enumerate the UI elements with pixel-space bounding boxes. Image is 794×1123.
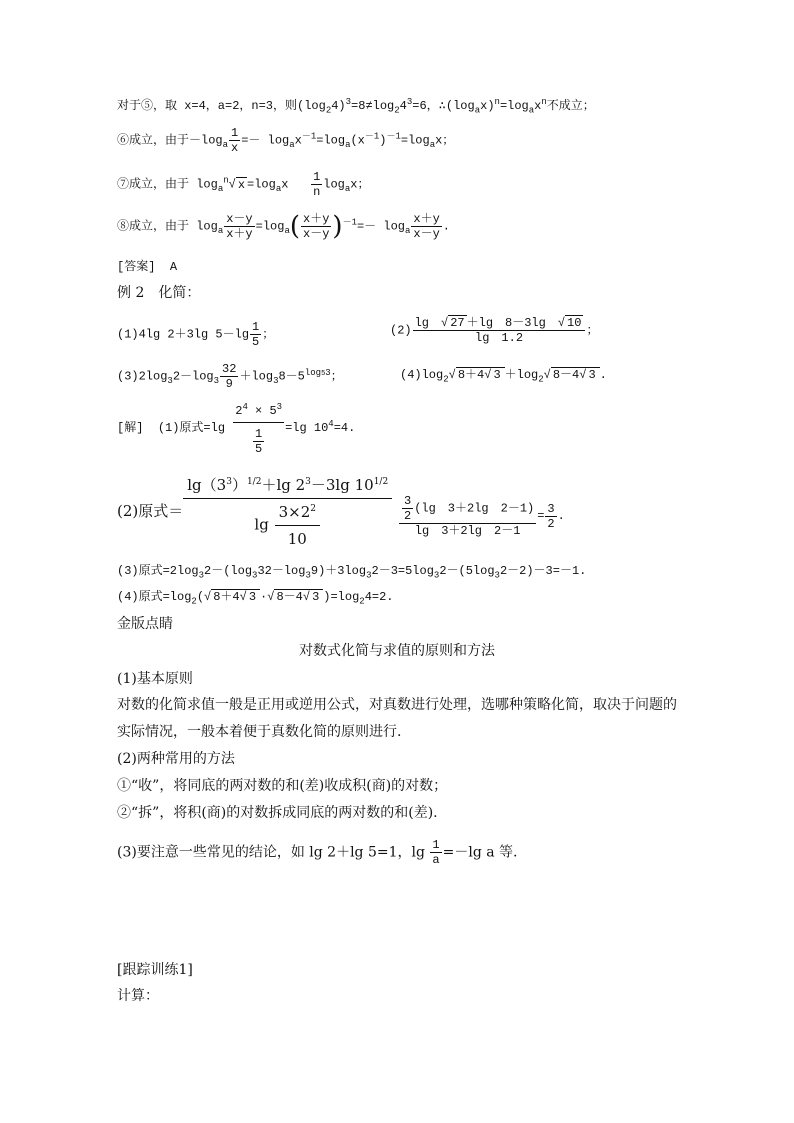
answer-line: [答案] A <box>117 260 178 274</box>
line-item-6: ⑥成立，由于$-\log_a$ $\frac{1}{x}$ =－ $\log_ax^{-1}=\log_a(x^{-1})^{-1}=\log_ax$； <box>117 126 455 155</box>
sqrt-symbol-icon: √ <box>204 590 212 604</box>
example-title: 例 2 化简： <box>117 285 201 301</box>
problem-4: $(4)\log_2√$ 8＋4√ $3 +\log_2√$ 8－4√ 3 . <box>400 368 607 385</box>
sqrt-symbol-icon: √ <box>228 177 236 192</box>
sqrt-symbol-icon: √ <box>302 590 311 604</box>
problem-3: $(3)2\log_32-\log_3$ $\frac{32}{9}$ $+\log_38-5^{log53}$； <box>117 362 343 391</box>
sqrt-symbol-icon: √ <box>557 316 566 330</box>
tips-method-1: ①“收”，将同底的两对数的和(差)收成积(商)的对数； <box>117 778 448 794</box>
sqrt-symbol-icon: √ <box>267 590 275 604</box>
solution-4: (4)原式$=\log_2(√$ 8＋4√ 3 ·√ 8－4√ 3 )$=\log_24=2$. <box>117 590 394 607</box>
tips-title: 金版点睛 <box>117 616 173 632</box>
tips-methods-heading: (2)两种常用的方法 <box>117 751 235 767</box>
solution-1: [解] (1)原式=lg $\frac{2^4 \times 5^3}{\frac{1}{5}}$ =lg $10^4=4$. <box>117 402 356 456</box>
line-item-8: ⑧成立，由于 $\log_a$ $\frac{x-y}{x+y}$ $=\log_a$( $\frac{x+y}{x-y}$ )$^{-1}=- \log_a$ $\frac{x+y}{x-y}$ . <box>117 211 450 242</box>
line-item-7: ⑦成立，由于 $\log_a^n√$ $x =\log_ax$ $\frac{1}{n}$ $\log_ax$； <box>117 170 370 199</box>
training-title: [跟踪训练1] <box>117 962 193 978</box>
line-item-5: 对于⑤，取 x=4，a=2，n=3，则$(\log_24)^3=8\ne\log_24^3=6$，$\therefore(\log_ax)^n=\log_ax^n$不成立； <box>117 97 595 116</box>
sqrt-symbol-icon: √ <box>579 368 587 382</box>
sqrt-symbol-icon: √ <box>543 368 551 382</box>
sqrt-symbol-icon: √ <box>441 316 449 330</box>
solution-2: (2)原式＝ $\lg(3^3)^{1/2}+\lg$ $2^3-3\lg$ $10^{1/2}$ lg $\frac{3\times 2^2}{10}$ <box>117 472 392 552</box>
problem-1: (1)4lg 2＋3lg 5－lg $\frac{1}{5}$ ； <box>117 320 275 349</box>
tips-principle-text-1: 对数的化简求值一般是正用或逆用公式，对真数进行处理，选哪种策略化简，取决于问题的 <box>117 697 677 713</box>
tips-method-2: ②“拆”，将积(商)的对数拆成同底的两对数的和(差). <box>117 805 438 821</box>
solution-2-result: $\frac{3}{2}$ (lg 3＋2lg 2－1) lg 3＋2lg 2－1 = $\frac{3}{2}$ . <box>398 494 565 538</box>
sqrt-symbol-icon: √ <box>484 368 492 382</box>
training-calc: 计算： <box>117 988 159 1004</box>
tips-principle-heading: (1)基本原则 <box>117 671 193 687</box>
solution-3: (3)原式$=2\log_32-(\log_332-\log_39)+3\log_32-3=5\log_32-(5\log_32-2)-3=-1$. <box>117 564 587 581</box>
tips-conclusion: (3)要注意一些常见的结论，如 lg 2＋lg 5=1，lg $\frac{1}{a}$ =－lg a 等. <box>117 838 518 867</box>
fraction: $\frac{1}{x}$ <box>231 126 239 155</box>
tips-heading: 对数式化简与求值的原则和方法 <box>299 643 495 659</box>
tips-principle-text-2: 实际情况，一般本着便于真数化简的原则进行. <box>117 724 402 740</box>
sqrt-symbol-icon: √ <box>448 368 456 382</box>
sqrt-symbol-icon: √ <box>239 590 247 604</box>
problem-2: (2) $\frac{\lg √ 27 +\lg 8-3\lg √ 10}{\lg 1.2}$ ； <box>390 316 599 345</box>
